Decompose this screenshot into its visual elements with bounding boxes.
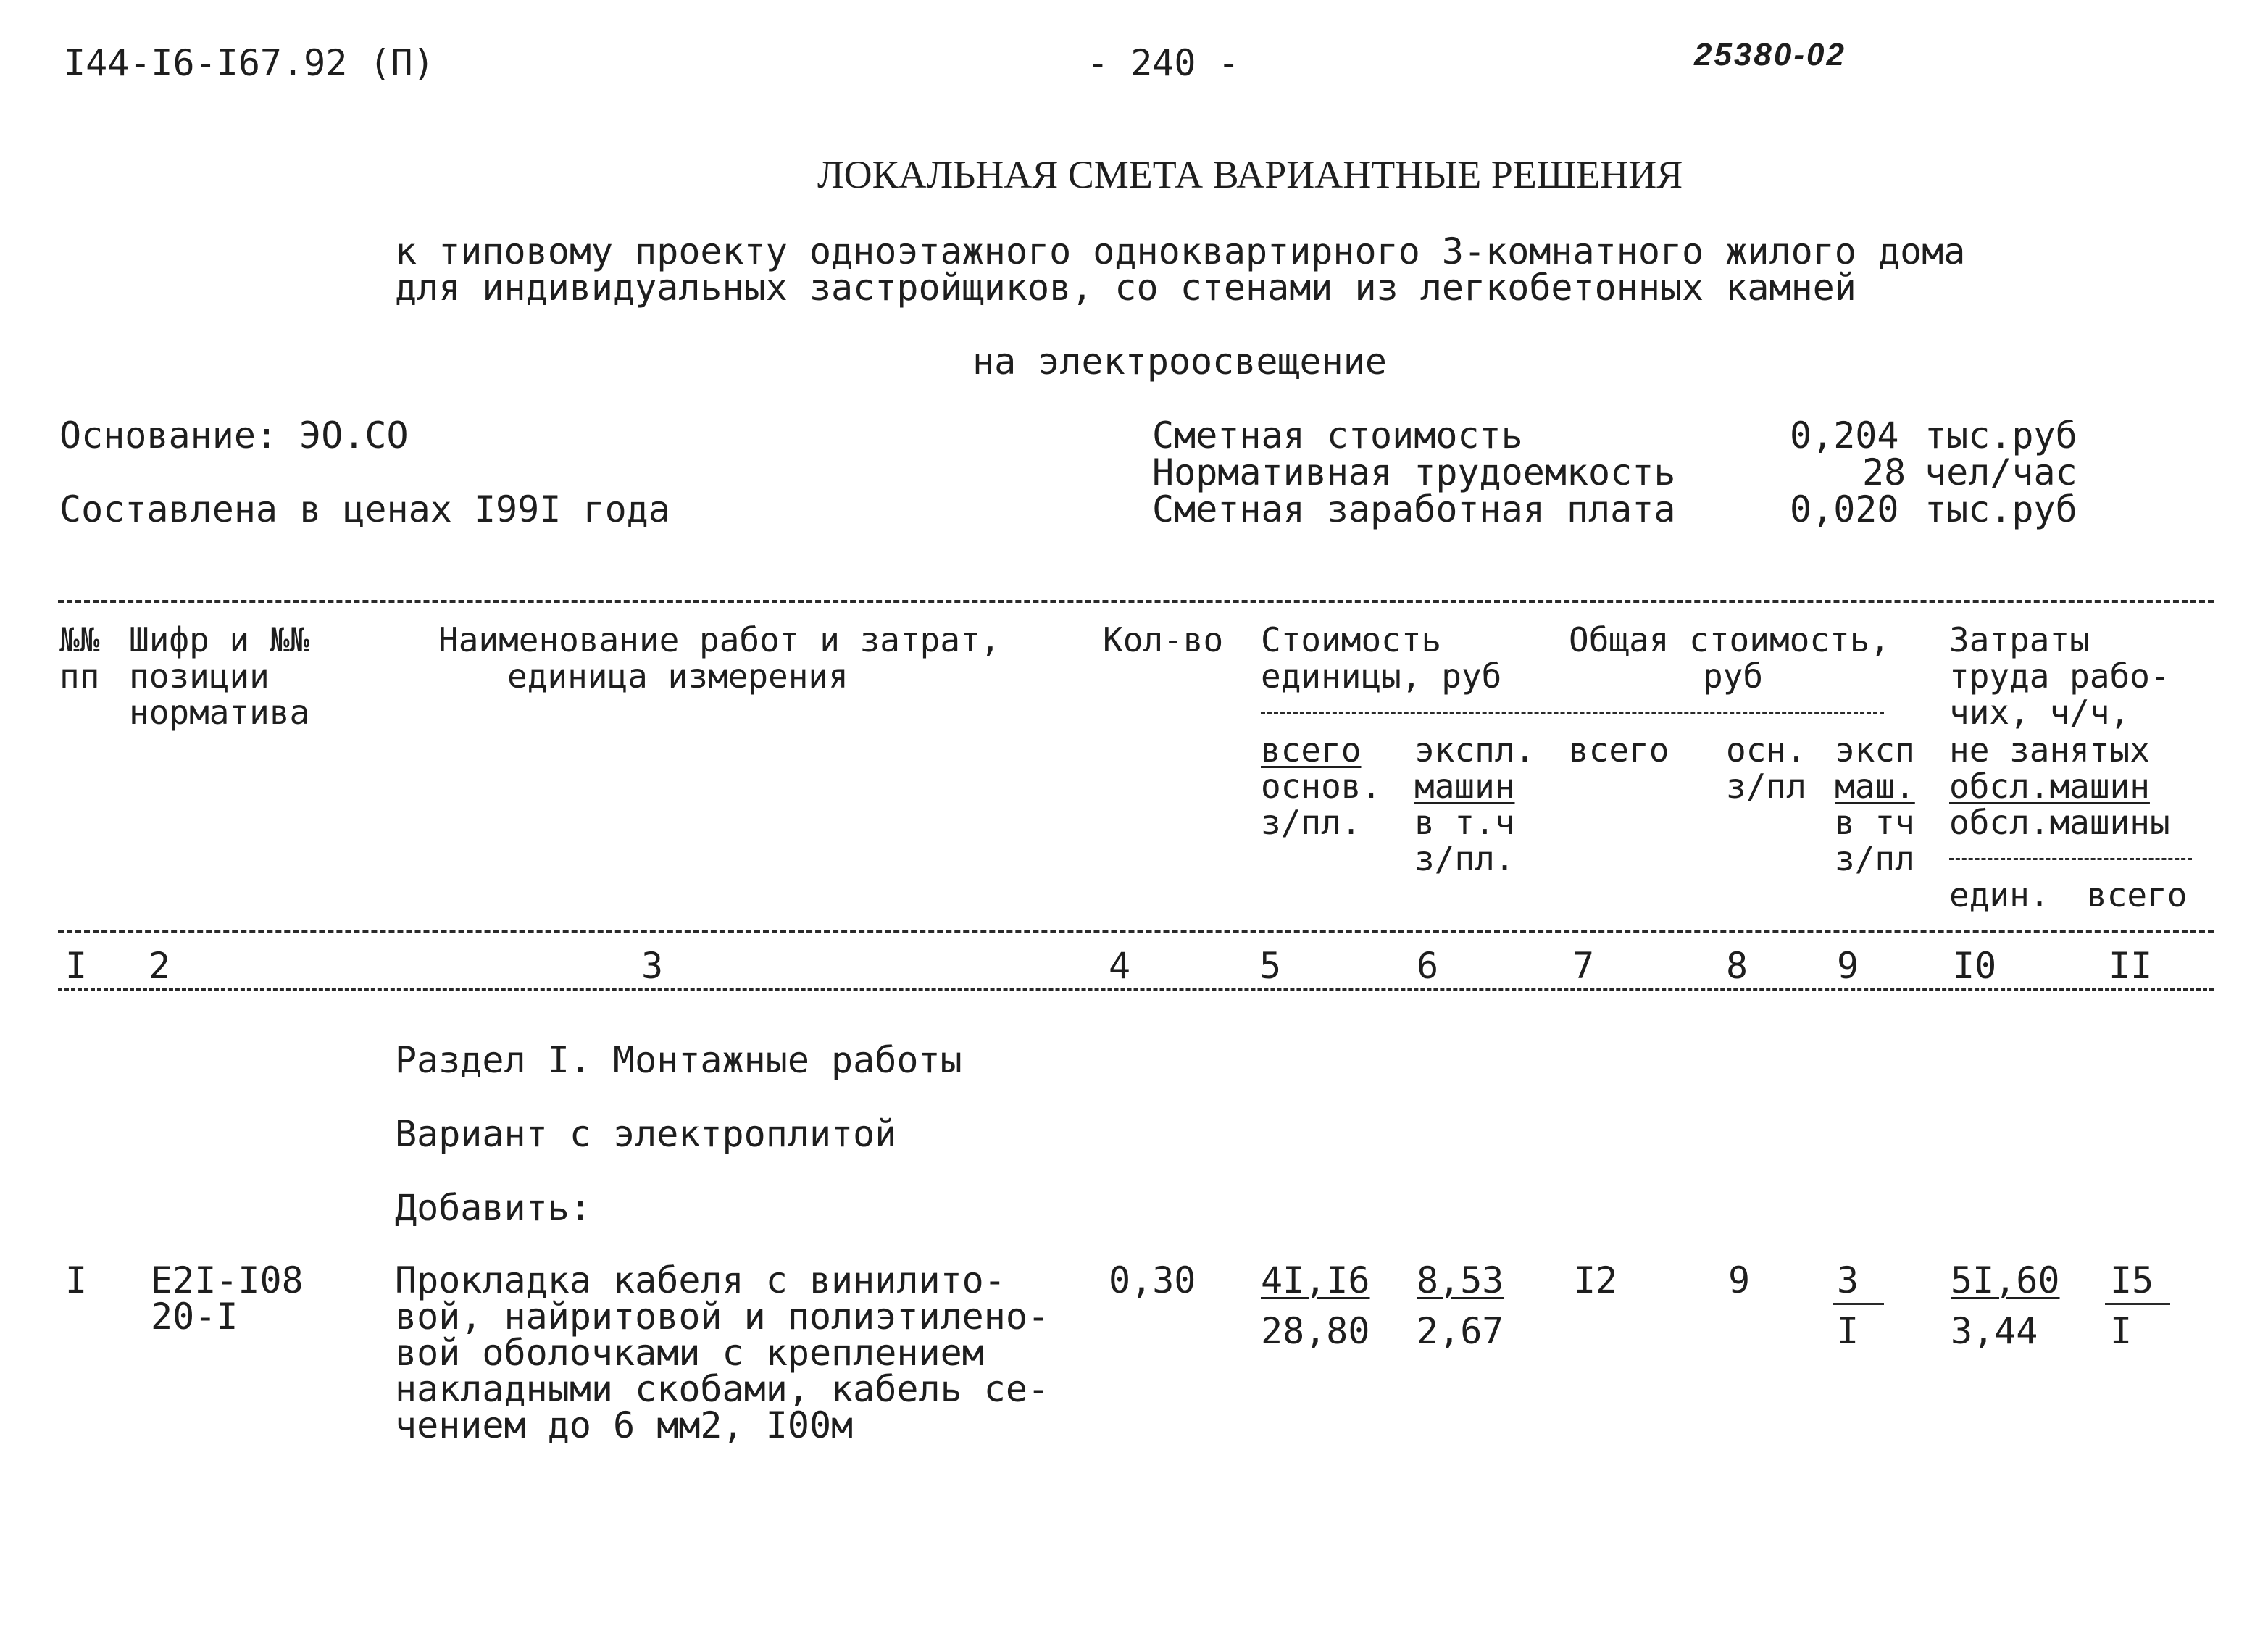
estimate-subject: на электроосвещение bbox=[972, 341, 1387, 383]
row-labor-unit: 5I,60 bbox=[1951, 1259, 2060, 1301]
row-labor-unit-machine: 3,44 bbox=[1951, 1310, 2038, 1352]
row-total: I2 bbox=[1574, 1259, 1618, 1301]
header-labor-line1: Затраты bbox=[1949, 620, 2090, 659]
row-labor-total: I5 bbox=[2110, 1259, 2154, 1301]
row-name-line3: вой оболочками с креплением bbox=[395, 1332, 984, 1374]
variant-title: Вариант с электроплитой bbox=[395, 1113, 897, 1155]
header-total-base-line1: осн. bbox=[1726, 730, 1806, 770]
row-quantity: 0,30 bbox=[1109, 1259, 1196, 1301]
row-labor-total-underline bbox=[2105, 1303, 2170, 1305]
row-code-line2: 20-I bbox=[151, 1296, 238, 1338]
header-total-cost-line2: руб bbox=[1703, 656, 1764, 696]
meta-label-labor: Нормативная трудоемкость bbox=[1152, 451, 1676, 493]
col-number: 2 bbox=[149, 945, 171, 987]
document-code: I44-I6-I67.92 (П) bbox=[64, 42, 435, 84]
header-unit-cost-line2: единицы, руб bbox=[1261, 656, 1502, 696]
page-number: - 240 - bbox=[1087, 42, 1240, 84]
title-line-1: к типовому проекту одноэтажного одноквартирного 3-комнатного жилого дома bbox=[395, 230, 1966, 272]
meta-label-cost: Сметная стоимость bbox=[1152, 414, 1523, 456]
header-total-mach-line3: в тч bbox=[1835, 803, 1915, 842]
meta-label-wage: Сметная заработная плата bbox=[1152, 488, 1676, 530]
header-labor-line4: не занятых bbox=[1949, 730, 2150, 770]
col-number: 3 bbox=[641, 945, 664, 987]
col-number: 4 bbox=[1109, 945, 1131, 987]
row-name-line5: чением до 6 мм2, I00м bbox=[395, 1404, 854, 1446]
row-unit-machine-wage: 2,67 bbox=[1417, 1310, 1504, 1352]
row-total-machine-underline bbox=[1833, 1303, 1884, 1305]
row-unit-machine: 8,53 bbox=[1417, 1259, 1504, 1301]
meta-value-labor: 28 bbox=[1862, 451, 1906, 493]
header-labor-unit: един. bbox=[1949, 875, 2050, 914]
row-unit-total: 4I,I6 bbox=[1261, 1259, 1370, 1301]
col-number: 5 bbox=[1259, 945, 1282, 987]
document-title: ЛОКАЛЬНАЯ СМЕТА ВАРИАНТНЫЕ РЕШЕНИЯ bbox=[817, 153, 1683, 196]
column-numbers-rule bbox=[58, 988, 2214, 991]
meta-value-wage: 0,020 bbox=[1790, 488, 1899, 530]
row-code-line1: E2I-I08 bbox=[151, 1259, 304, 1301]
header-unit-mach-line3: в т.ч bbox=[1414, 803, 1515, 842]
header-total-all: всего bbox=[1569, 730, 1669, 770]
col-number: 8 bbox=[1726, 945, 1748, 987]
header-quantity: Кол-во bbox=[1103, 620, 1224, 659]
header-col3-line2: единица измерения bbox=[507, 656, 849, 696]
meta-value-cost: 0,204 bbox=[1790, 414, 1899, 456]
header-labor-line3: чих, ч/ч, bbox=[1949, 693, 2130, 732]
header-labor-line2: труда рабо- bbox=[1949, 656, 2170, 696]
meta-unit-labor: чел/час bbox=[1925, 451, 2077, 493]
row-name-line4: накладными скобами, кабель се- bbox=[395, 1368, 1050, 1410]
header-labor-divider bbox=[1949, 858, 2192, 860]
header-unit-cost-line1: Стоимость bbox=[1261, 620, 1442, 659]
header-labor-total: всего bbox=[2087, 875, 2188, 914]
col-number: I0 bbox=[1953, 945, 1997, 987]
header-bottom-rule bbox=[58, 930, 2214, 933]
header-col2-line2: позиции bbox=[129, 656, 270, 696]
meta-unit-cost: тыс.руб bbox=[1925, 414, 2077, 456]
title-line-2: для индивидуальных застройщиков, со стенами из легкобетонных камней bbox=[395, 267, 1856, 309]
header-col1-line2: пп bbox=[59, 656, 100, 696]
header-total-cost-line1: Общая стоимость, bbox=[1569, 620, 1890, 659]
header-col2-line3: норматива bbox=[129, 693, 310, 732]
add-label: Добавить: bbox=[395, 1187, 591, 1229]
col-number: II bbox=[2109, 945, 2153, 987]
header-unit-mach-line4: з/пл. bbox=[1414, 839, 1515, 878]
header-unit-base-line1: основ. bbox=[1261, 767, 1382, 806]
header-unit-base-line2: з/пл. bbox=[1261, 803, 1362, 842]
col-number: 9 bbox=[1837, 945, 1859, 987]
header-total-base-line2: з/пл bbox=[1726, 767, 1806, 806]
price-year: Составлена в ценах I99I года bbox=[59, 488, 670, 530]
header-total-mach-line2: маш. bbox=[1835, 767, 1915, 806]
meta-unit-wage: тыс.руб bbox=[1925, 488, 2077, 530]
header-labor-line6: обсл.машины bbox=[1949, 803, 2170, 842]
row-unit-base-wage: 28,80 bbox=[1261, 1310, 1370, 1352]
header-cost-divider bbox=[1261, 712, 1884, 714]
row-total-machine-wage: I bbox=[1837, 1310, 1859, 1352]
row-number: I bbox=[65, 1259, 88, 1301]
col-number: I bbox=[65, 945, 88, 987]
col-number: 6 bbox=[1417, 945, 1439, 987]
header-unit-mach-line1: экспл. bbox=[1414, 730, 1535, 770]
header-col1-line1: №№ bbox=[59, 620, 100, 659]
row-labor-total-machine: I bbox=[2110, 1310, 2132, 1352]
row-name-line2: вой, найритовой и полиэтилено- bbox=[395, 1296, 1050, 1338]
section-title: Раздел I. Монтажные работы bbox=[395, 1039, 962, 1081]
header-total-mach-line1: эксп bbox=[1835, 730, 1915, 770]
stamp-number: 25380-02 bbox=[1694, 37, 1846, 72]
row-total-base-wage: 9 bbox=[1728, 1259, 1751, 1301]
col-number: 7 bbox=[1572, 945, 1595, 987]
header-unit-total: всего bbox=[1261, 730, 1362, 770]
row-name-line1: Прокладка кабеля с винилито- bbox=[395, 1259, 1006, 1301]
header-total-mach-line4: з/пл bbox=[1835, 839, 1915, 878]
header-col3-line1: Наименование работ и затрат, bbox=[438, 620, 1001, 659]
table-top-rule bbox=[58, 600, 2214, 603]
header-unit-mach-line2: машин bbox=[1414, 767, 1515, 806]
header-col2-line1: Шифр и №№ bbox=[129, 620, 310, 659]
estimate-basis: Основание: ЭО.СО bbox=[59, 414, 409, 456]
row-total-machine: 3 bbox=[1837, 1259, 1859, 1301]
header-labor-line5: обсл.машин bbox=[1949, 767, 2150, 806]
